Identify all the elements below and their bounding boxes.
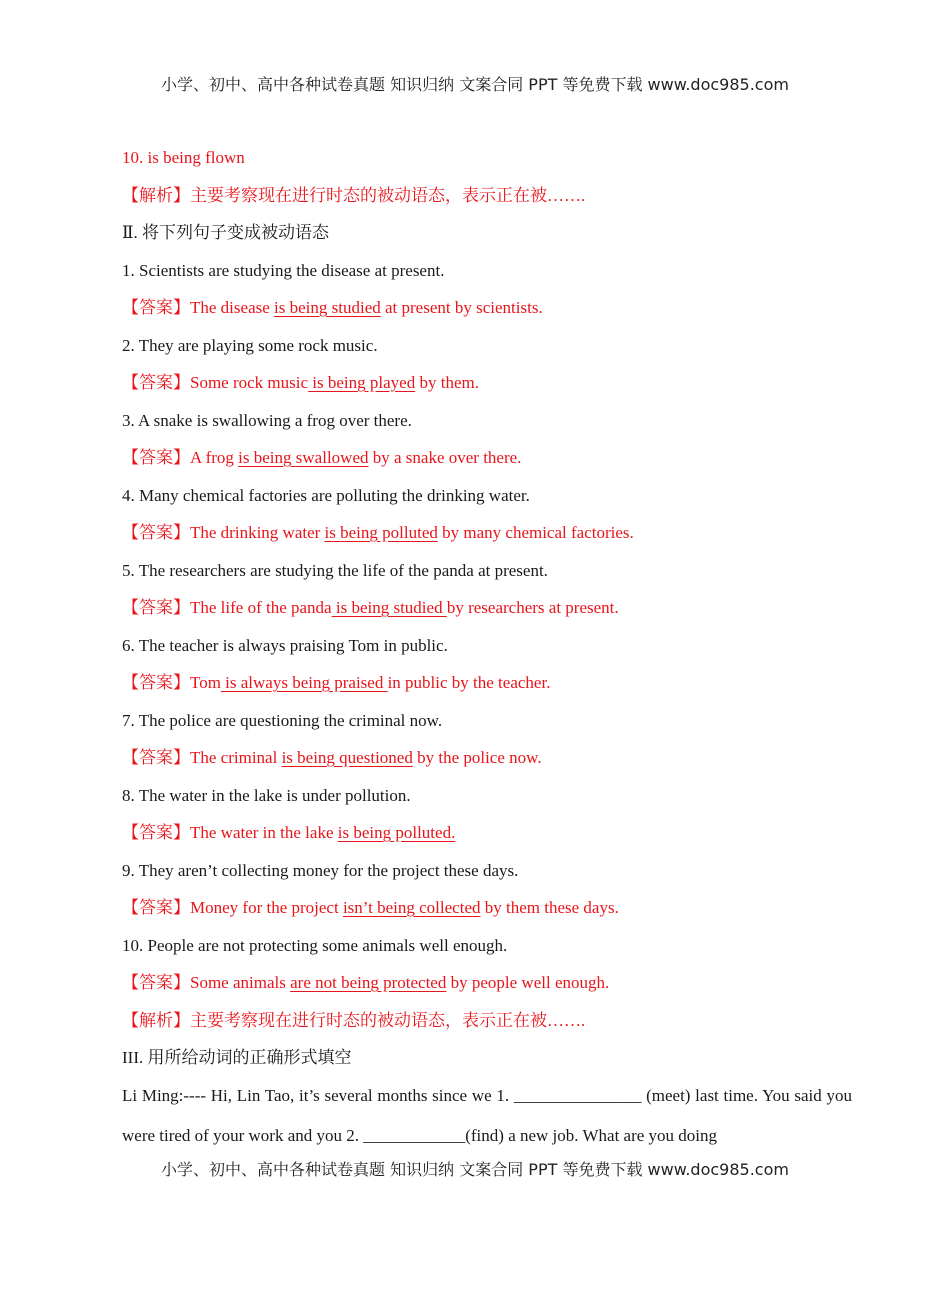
question-4: 4. Many chemical factories are polluting the drinking water. [122, 485, 530, 505]
answer-1 [122, 296, 852, 334]
answer-underlined: is being polluted. [337, 823, 456, 842]
answer-text: 【答案】Money for the project [122, 898, 343, 917]
answer-underlined: is always being praised [220, 673, 388, 692]
answer-text: 【答案】The disease [122, 298, 275, 317]
answer-7 [122, 746, 852, 784]
header-banner: 小学、初中、高中各种试卷真题 知识归纳 文案合同 PPT 等免费下载 www.doc985.com [161, 75, 789, 94]
footer-banner: 小学、初中、高中各种试卷真题 知识归纳 文案合同 PPT 等免费下载 www.doc985.com [161, 1160, 789, 1179]
answer-underlined: is being questioned [281, 748, 413, 767]
answer-text: 【答案】The life of the panda [122, 598, 332, 617]
answer-2 [122, 371, 852, 409]
section-heading-2: Ⅱ. 将下列句子变成被动语态 [122, 223, 330, 242]
analysis-note: 【解析】主要考察现在进行时态的被动语态，表示正在被……. [122, 185, 586, 205]
answer-text: by a snake over there. [368, 448, 522, 467]
answer-underlined: is being studied [274, 298, 381, 317]
answer-text: by many chemical factories. [437, 523, 634, 542]
document-body [122, 146, 852, 1156]
answer-10 [122, 971, 852, 1009]
dialogue-paragraph: Li Ming:---- Hi, Lin Tao, it’s several months since we 1. _______________ (meet) last time. You said you were tired of your work and you 2. ____________(find) a new job. What are you doing [122, 1085, 852, 1145]
question-9: 9. They aren’t collecting money for the project these days. [122, 860, 519, 880]
answer-text: by them. [415, 373, 479, 392]
answer-text: 【答案】A frog [122, 448, 239, 467]
answer-text: by people well enough. [446, 973, 610, 992]
question-5: 5. The researchers are studying the life of the panda at present. [122, 560, 548, 580]
answer-text: 【答案】The criminal [122, 748, 282, 767]
answer-text: at present by scientists. [380, 298, 543, 317]
answer-9 [122, 896, 852, 934]
answer-underlined: is being polluted [324, 523, 438, 542]
question-7: 7. The police are questioning the criminal now. [122, 710, 443, 730]
question-2: 2. They are playing some rock music. [122, 335, 378, 355]
exercise-list [122, 259, 852, 1009]
analysis-note-2: 【解析】主要考察现在进行时态的被动语态，表示正在被……. [122, 1010, 586, 1030]
question-1: 1. Scientists are studying the disease at present. [122, 260, 445, 280]
answer-text: by them these days. [480, 898, 619, 917]
answer-text: by researchers at present. [446, 598, 619, 617]
answer-text: 【答案】The drinking water [122, 523, 325, 542]
answer-underlined: is being swallowed [238, 448, 369, 467]
answer-item-10: 10. is being flown [122, 148, 245, 167]
answer-8 [122, 821, 852, 859]
answer-text: 【答案】The water in the lake [122, 823, 338, 842]
answer-underlined: are not being protected [290, 973, 447, 992]
answer-3 [122, 446, 852, 484]
answer-underlined: is being studied [331, 598, 447, 617]
question-6: 6. The teacher is always praising Tom in public. [122, 635, 448, 655]
answer-6 [122, 671, 852, 709]
question-8: 8. The water in the lake is under pollution. [122, 785, 411, 805]
answer-text: by the police now. [412, 748, 542, 767]
answer-4 [122, 521, 852, 559]
answer-text: in public by the teacher. [387, 673, 551, 692]
question-10: 10. People are not protecting some animals well enough. [122, 935, 508, 955]
answer-5 [122, 596, 852, 634]
answer-underlined: isn’t being collected [342, 898, 481, 917]
section-heading-3: III. 用所给动词的正确形式填空 [122, 1048, 352, 1067]
answer-underlined: is being played [308, 373, 416, 392]
answer-text: 【答案】Tom [122, 673, 221, 692]
question-3: 3. A snake is swallowing a frog over there. [122, 410, 412, 430]
answer-text: 【答案】Some animals [122, 973, 291, 992]
answer-text: 【答案】Some rock music [122, 373, 309, 392]
